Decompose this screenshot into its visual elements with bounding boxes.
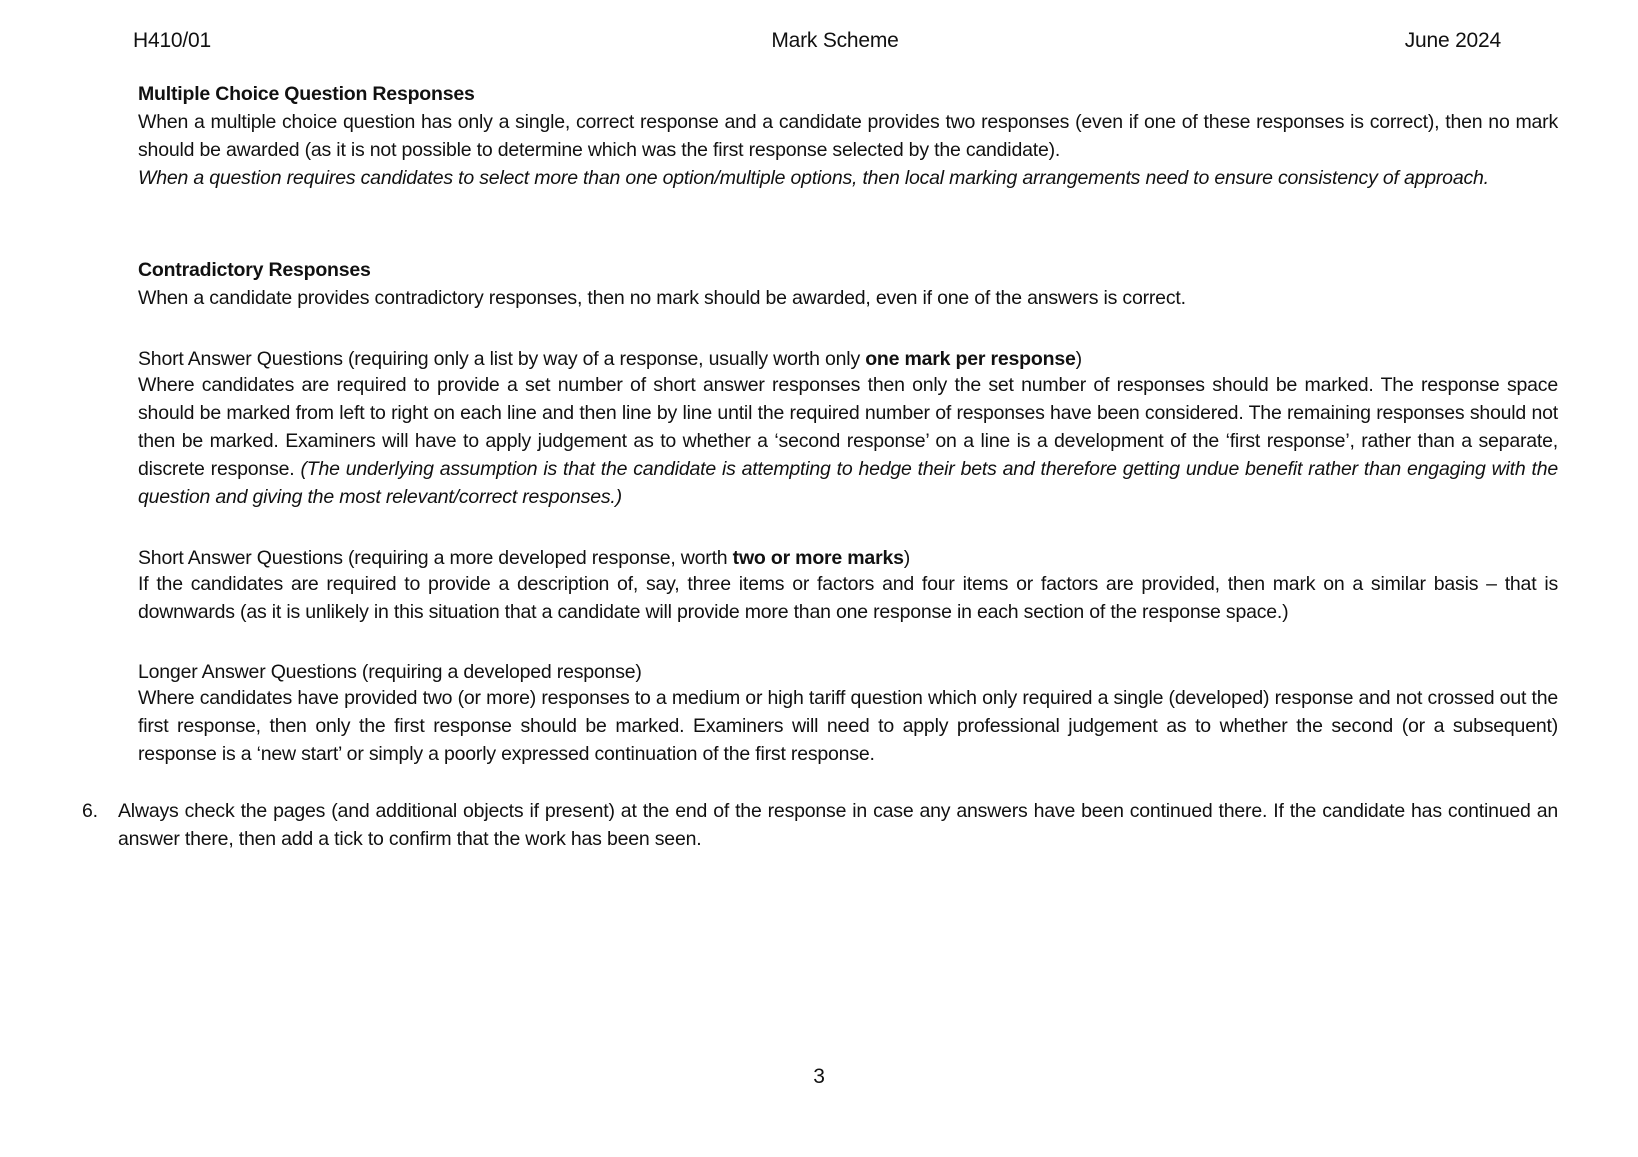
- section-heading: Multiple Choice Question Responses: [138, 83, 475, 105]
- body-italic: (The underlying assumption is that the candidate is attempting to hedge their bets and therefore getting undue benefit rather than engaging with the question and giving the most relevant/correct responses.): [138, 458, 1558, 508]
- body-text: Where candidates are required to provide a set number of short answer responses then only the set number of responses should be marked. The response space should be marked from left to right on each line and then line by line until the required number of responses have been considered. The remaining responses should not then be marked. Examiners will have to apply judgement as to whether a ‘second response’ on a line is a development of the ‘first response’, rather than a separate, discrete response.: [138, 374, 1558, 480]
- heading-prefix: Short Answer Questions (requiring only a list by way of a response, usually worth only: [138, 348, 866, 370]
- section-multiple-choice: [138, 80, 1558, 192]
- section-short-list: [138, 347, 1558, 511]
- heading-bold: two or more marks: [732, 547, 904, 569]
- document-title: Mark Scheme: [771, 29, 899, 52]
- section-body: Where candidates have provided two (or more) responses to a medium or high tariff question which only required a single (developed) response and not crossed out the first response, then only the first response should be marked. Examiners will need to apply professional judgement as to whether the second (or a subsequent) response is a ‘new start’ or simply a poorly expressed continuation of the first response.: [138, 687, 1558, 765]
- section-body: When a multiple choice question has only a single, correct response and a candidate provides two responses (even if one of these responses is correct), then no mark should be awarded (as it is not possible to determine which was the first response selected by the candidate).: [138, 111, 1558, 161]
- item-number: 6.: [82, 800, 98, 822]
- numbered-item-6: [82, 797, 1558, 853]
- heading-suffix: ): [1075, 348, 1082, 370]
- document-code: H410/01: [133, 29, 211, 52]
- heading-bold: one mark per response: [865, 348, 1076, 370]
- section-short-developed: [138, 546, 1558, 626]
- section-heading: Longer Answer Questions (requiring a developed response): [138, 661, 642, 683]
- section-heading: [138, 347, 1558, 371]
- heading-prefix: Short Answer Questions (requiring a more developed response, worth: [138, 547, 733, 569]
- section-body: When a candidate provides contradictory responses, then no mark should be awarded, even if one of the answers is correct.: [138, 287, 1186, 309]
- document-date: June 2024: [1404, 29, 1501, 52]
- section-heading: Contradictory Responses: [138, 259, 371, 281]
- section-contradictory: [138, 256, 1558, 312]
- section-longer-answer: [138, 660, 1558, 768]
- section-body: [138, 371, 1558, 511]
- section-heading: [138, 546, 1558, 570]
- section-body: If the candidates are required to provide a description of, say, three items or factors and four items or factors are provided, then mark on a similar basis – that is downwards (as it is unlikely in this situation that a candidate will provide more than one response in each section of the response space.): [138, 573, 1558, 623]
- page-number: 3: [813, 1065, 825, 1088]
- section-italic-note: When a question requires candidates to select more than one option/multiple options, then local marking arrangements need to ensure consistency of approach.: [138, 167, 1489, 189]
- item-text: Always check the pages (and additional objects if present) at the end of the response in case any answers have been continued there. If the candidate has continued an answer there, then add a tick to confirm that the work has been seen.: [118, 800, 1558, 850]
- heading-suffix: ): [903, 547, 911, 569]
